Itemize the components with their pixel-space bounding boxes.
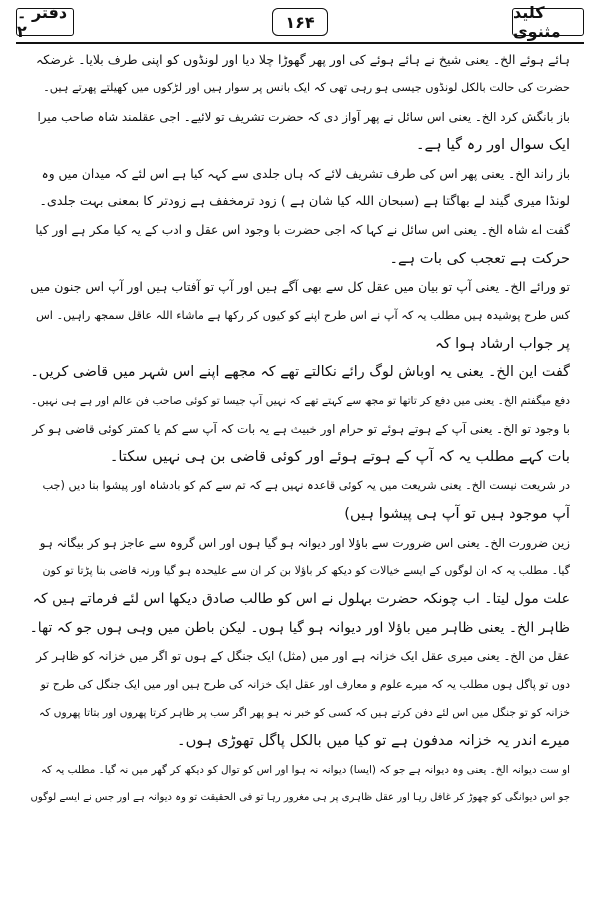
page-header	[16, 3, 584, 41]
text-line: میرے اندر یہ خزانہ مدفون ہے تو کیا میں بالکل پاگل تھوڑی ہوں۔	[177, 732, 570, 750]
text-line: جو اس دیوانگی کو چھوڑ کر غافل رہا اور عقل ظاہری پر ہی مغرور رہا تو فی الحقیقت تو وہ دیوانہ ہے اور جس نے ایسے لوگوں	[30, 792, 570, 804]
text-line: تو ورائے الخ۔ یعنی آپ تو بیان میں عقل کل سے بھی آگے ہیں اور آپ تو آفتاب ہیں اور آپ اس جنون میں	[30, 279, 570, 295]
text-line: گیا۔ مطلب یہ کہ ان لوگوں کے ایسے خیالات کو دیکھ کر باؤلا بن کر ان سے علیحدہ ہو گیا ورنہ قاضی بنا پڑتا تو کون	[42, 564, 570, 578]
volume-label: دفتر ۔۲	[16, 8, 74, 36]
text-line: لونڈا میری گیند لے بھاگتا ہے (سبحان اللہ کیا شان ہے ) زود ترمخفف ہے زودتر کا بمعنی بہت جلدی۔	[39, 193, 570, 209]
text-line: خزانہ کو تو جنگل میں اس لئے دفن کرتے ہیں کہ کسی کو خبر نہ ہو پھر اگر سب پر ظاہر کرتا پھروں اور بتاتا پھروں کہ	[38, 705, 570, 719]
text-line: کس طرح پوشیدہ ہیں مطلب یہ کہ آپ نے اس طرح اپنے کو کیوں کر رکھا ہے ماشاء اللہ عاقل سمجھ راہیں۔ اس	[36, 308, 570, 322]
text-line: ظاہر الخ۔ یعنی ظاہر میں باؤلا اور دیوانہ ہو گیا ہوں۔ لیکن باطن میں وہی ہوں جو کہ تھا۔	[30, 619, 570, 636]
text-line: گفت اے شاہ الخ۔ یعنی اس سائل نے کہا کہ اجی حضرت با وجود اس عقل و ادب کے یہ کیا مکر ہے اور کیا	[35, 223, 570, 238]
text-line: باز بانگش کرد الخ۔ یعنی اس سائل نے پھر آواز دی کہ حضرت تشریف تو لائیے۔ اجی عقلمند شاہ صاحب میرا	[37, 109, 570, 124]
text-line: پر جواب ارشاد ہوا کہ	[435, 334, 570, 352]
text-line: علت مول لیتا۔ اب چونکہ حضرت بہلول نے اس کو طالب صادق دیکھا اس لئے فرماتے ہیں کہ	[32, 591, 570, 608]
page-body	[30, 46, 570, 895]
text-line: او ست دیوانہ الخ۔ یعنی وہ دیوانہ ہے جو کہ (ایسا) دیوانہ نہ ہوا اور اس کو توال کو دیکھ کر گھر میں نہ گیا۔ مطلب یہ کہ	[40, 763, 570, 776]
text-line: با وجود تو الخ۔ یعنی آپ کے ہوتے ہوئے تو حرام اور خبیث ہے یہ بات کہ آپ سے کم یا کمتر کوئی قاضی ہو کر	[32, 422, 570, 437]
page-number: ۱۶۴	[272, 8, 328, 36]
text-line: ایک سوال اور رہ گیا ہے۔	[416, 136, 570, 154]
text-line: ہائے ہوئے الخ۔ یعنی شیخ نے ہائے ہوئے کی اور پھر گھوڑا چلا دیا اور لونڈوں کو اپنی طرف بلایا۔ غرضکہ	[35, 52, 570, 67]
text-line: دفع میگفتم الخ۔ یعنی میں دفع کر تاتھا تو مجھ سے کہتے تھے کہ نہیں آپ جیسا تو کوئی صاحب فن عالم اور ہے ہی نہیں۔	[31, 393, 570, 407]
text-line: حرکت ہے تعجب کی بات ہے۔	[389, 249, 570, 267]
text-line: آپ موجود ہیں تو آپ ہی پیشوا ہیں)	[344, 505, 570, 523]
text-line: در شریعت نیست الخ۔ یعنی شریعت میں یہ کوئی قاعدہ نہیں ہے کہ تم سے کم کو بادشاہ اور پیشوا بنا دیں (جب	[42, 478, 570, 492]
text-line: عقل من الخ۔ یعنی میری عقل ایک خزانہ ہے اور میں (مثل) ایک جنگل کے ہوں تو اگر میں خزانہ کو ظاہر کر	[36, 649, 570, 664]
text-line: گفت این الخ۔ یعنی یہ اوباش لوگ رائے نکالتے تھے کہ مجھے اپنے اس شہر میں قاضی کریں۔	[30, 364, 570, 381]
text-line: دوں تو پاگل ہوں مطلب یہ کہ میرے علوم و معارف اور عقل ایک خزانہ کی طرح ہیں اور میں ایک جنگل کی طرح تو	[40, 677, 570, 691]
text-line: حضرت کی حالت بالکل لونڈوں جیسی ہو رہی تھی کہ ایک بانس پر سوار ہیں اور لڑکوں میں کھیلتے پھرتے ہیں۔	[43, 81, 570, 95]
text-line: بات کہے مطلب یہ کہ آپ کے ہوتے ہوئے اور کوئی قاضی بن ہی نہیں سکتا۔	[109, 448, 570, 466]
book-title: کلید مثنوی	[512, 8, 584, 36]
text-line: باز راند الخ۔ یعنی پھر اس کی طرف تشریف لائے کہ ہاں جلدی سے کہہ کیا ہے اس لئے کہ میدان میں وہ	[41, 166, 570, 181]
text-line: زین ضرورت الخ۔ یعنی اس ضرورت سے باؤلا اور دیوانہ ہو گیا ہوں اور اس گروہ سے عاجز ہو کر بیگانہ ہو	[39, 535, 570, 550]
header-divider	[16, 42, 584, 44]
